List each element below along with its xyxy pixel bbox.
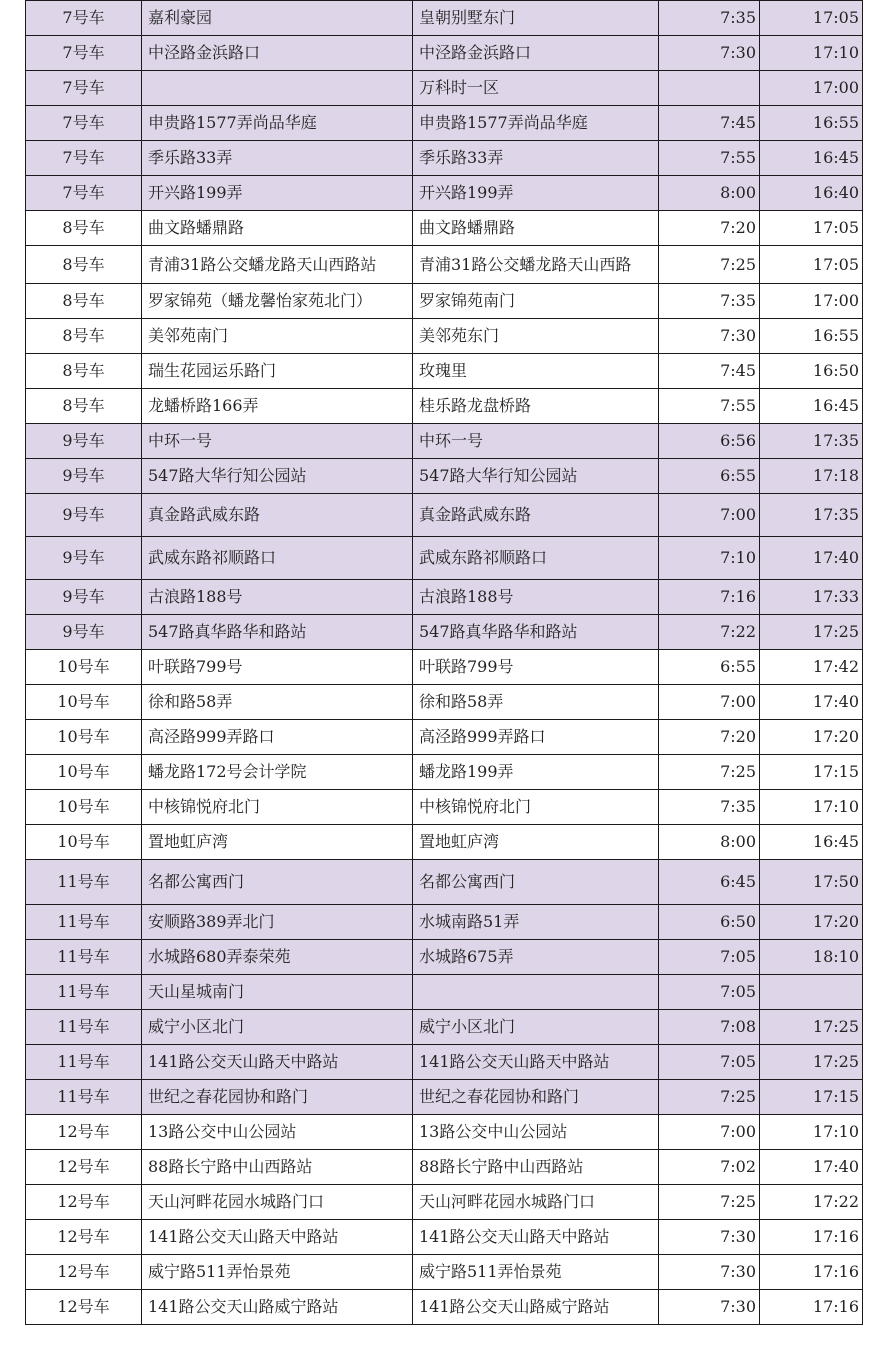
evening-time-cell: 17:35 bbox=[760, 424, 863, 459]
morning-time-cell: 6:55 bbox=[659, 459, 760, 494]
boarding-stop-cell: 置地虹庐湾 bbox=[142, 825, 413, 860]
morning-time-cell: 7:20 bbox=[659, 211, 760, 246]
car-number-cell: 9号车 bbox=[26, 494, 142, 537]
dropoff-stop-cell: 13路公交中山公园站 bbox=[413, 1115, 659, 1150]
morning-time-cell: 7:45 bbox=[659, 106, 760, 141]
boarding-stop-cell: 水城路680弄泰荣苑 bbox=[142, 940, 413, 975]
car-number-cell: 12号车 bbox=[26, 1255, 142, 1290]
car-number-cell: 8号车 bbox=[26, 389, 142, 424]
evening-time-cell: 17:10 bbox=[760, 36, 863, 71]
morning-time-cell: 7:55 bbox=[659, 141, 760, 176]
car-number-cell: 11号车 bbox=[26, 905, 142, 940]
table-row bbox=[26, 860, 863, 905]
boarding-stop-cell: 古浪路188号 bbox=[142, 580, 413, 615]
dropoff-stop-cell: 罗家锦苑南门 bbox=[413, 284, 659, 319]
boarding-stop-cell: 141路公交天山路威宁路站 bbox=[142, 1290, 413, 1325]
table-row bbox=[26, 1080, 863, 1115]
morning-time-cell: 7:35 bbox=[659, 1, 760, 36]
evening-time-cell: 17:33 bbox=[760, 580, 863, 615]
boarding-stop-cell: 季乐路33弄 bbox=[142, 141, 413, 176]
morning-time-cell: 6:45 bbox=[659, 860, 760, 905]
dropoff-stop-cell: 中核锦悦府北门 bbox=[413, 790, 659, 825]
table-row bbox=[26, 211, 863, 246]
dropoff-stop-cell: 万科时一区 bbox=[413, 71, 659, 106]
table-row bbox=[26, 246, 863, 284]
evening-time-cell: 17:05 bbox=[760, 211, 863, 246]
dropoff-stop-cell bbox=[413, 975, 659, 1010]
car-number-cell: 10号车 bbox=[26, 685, 142, 720]
morning-time-cell: 7:25 bbox=[659, 1080, 760, 1115]
morning-time-cell: 7:25 bbox=[659, 246, 760, 284]
morning-time-cell: 7:22 bbox=[659, 615, 760, 650]
dropoff-stop-cell: 开兴路199弄 bbox=[413, 176, 659, 211]
boarding-stop-cell: 美邻苑南门 bbox=[142, 319, 413, 354]
car-number-cell: 12号车 bbox=[26, 1220, 142, 1255]
evening-time-cell: 17:40 bbox=[760, 1150, 863, 1185]
evening-time-cell: 17:42 bbox=[760, 650, 863, 685]
morning-time-cell: 7:55 bbox=[659, 389, 760, 424]
table-row bbox=[26, 1290, 863, 1325]
dropoff-stop-cell: 141路公交天山路威宁路站 bbox=[413, 1290, 659, 1325]
car-number-cell: 12号车 bbox=[26, 1150, 142, 1185]
table-row bbox=[26, 1115, 863, 1150]
table-row bbox=[26, 459, 863, 494]
dropoff-stop-cell: 申贵路1577弄尚品华庭 bbox=[413, 106, 659, 141]
dropoff-stop-cell: 世纪之春花园协和路门 bbox=[413, 1080, 659, 1115]
boarding-stop-cell: 武威东路祁顺路口 bbox=[142, 537, 413, 580]
boarding-stop-cell: 威宁路511弄怡景苑 bbox=[142, 1255, 413, 1290]
table-row bbox=[26, 354, 863, 389]
boarding-stop-cell: 141路公交天山路天中路站 bbox=[142, 1045, 413, 1080]
dropoff-stop-cell: 88路长宁路中山西路站 bbox=[413, 1150, 659, 1185]
car-number-cell: 7号车 bbox=[26, 176, 142, 211]
bus-schedule-table bbox=[25, 0, 863, 1325]
car-number-cell: 11号车 bbox=[26, 1080, 142, 1115]
car-number-cell: 7号车 bbox=[26, 141, 142, 176]
dropoff-stop-cell: 天山河畔花园水城路门口 bbox=[413, 1185, 659, 1220]
table-row bbox=[26, 1255, 863, 1290]
morning-time-cell: 7:35 bbox=[659, 284, 760, 319]
car-number-cell: 7号车 bbox=[26, 36, 142, 71]
boarding-stop-cell: 世纪之春花园协和路门 bbox=[142, 1080, 413, 1115]
morning-time-cell: 7:35 bbox=[659, 790, 760, 825]
boarding-stop-cell: 中环一号 bbox=[142, 424, 413, 459]
evening-time-cell: 17:05 bbox=[760, 1, 863, 36]
dropoff-stop-cell: 叶联路799号 bbox=[413, 650, 659, 685]
table-row bbox=[26, 1150, 863, 1185]
table-row bbox=[26, 940, 863, 975]
boarding-stop-cell: 547路真华路华和路站 bbox=[142, 615, 413, 650]
morning-time-cell: 6:56 bbox=[659, 424, 760, 459]
car-number-cell: 8号车 bbox=[26, 284, 142, 319]
car-number-cell: 8号车 bbox=[26, 246, 142, 284]
table-row bbox=[26, 1185, 863, 1220]
dropoff-stop-cell: 水城南路51弄 bbox=[413, 905, 659, 940]
evening-time-cell: 16:50 bbox=[760, 354, 863, 389]
boarding-stop-cell: 威宁小区北门 bbox=[142, 1010, 413, 1045]
evening-time-cell: 16:55 bbox=[760, 106, 863, 141]
dropoff-stop-cell: 桂乐路龙盘桥路 bbox=[413, 389, 659, 424]
boarding-stop-cell bbox=[142, 71, 413, 106]
morning-time-cell: 7:30 bbox=[659, 36, 760, 71]
table-row bbox=[26, 71, 863, 106]
dropoff-stop-cell: 蟠龙路199弄 bbox=[413, 755, 659, 790]
dropoff-stop-cell: 曲文路蟠鼎路 bbox=[413, 211, 659, 246]
boarding-stop-cell: 龙蟠桥路166弄 bbox=[142, 389, 413, 424]
morning-time-cell: 7:30 bbox=[659, 1220, 760, 1255]
morning-time-cell: 7:05 bbox=[659, 940, 760, 975]
table-row bbox=[26, 424, 863, 459]
evening-time-cell: 17:25 bbox=[760, 615, 863, 650]
evening-time-cell: 17:25 bbox=[760, 1045, 863, 1080]
dropoff-stop-cell: 141路公交天山路天中路站 bbox=[413, 1220, 659, 1255]
boarding-stop-cell: 高泾路999弄路口 bbox=[142, 720, 413, 755]
car-number-cell: 9号车 bbox=[26, 537, 142, 580]
evening-time-cell: 17:18 bbox=[760, 459, 863, 494]
car-number-cell: 10号车 bbox=[26, 650, 142, 685]
boarding-stop-cell: 中核锦悦府北门 bbox=[142, 790, 413, 825]
morning-time-cell: 6:50 bbox=[659, 905, 760, 940]
evening-time-cell: 17:20 bbox=[760, 905, 863, 940]
dropoff-stop-cell: 季乐路33弄 bbox=[413, 141, 659, 176]
boarding-stop-cell: 13路公交中山公园站 bbox=[142, 1115, 413, 1150]
morning-time-cell: 7:00 bbox=[659, 494, 760, 537]
table-row bbox=[26, 1220, 863, 1255]
boarding-stop-cell: 瑞生花园运乐路门 bbox=[142, 354, 413, 389]
boarding-stop-cell: 141路公交天山路天中路站 bbox=[142, 1220, 413, 1255]
boarding-stop-cell: 88路长宁路中山西路站 bbox=[142, 1150, 413, 1185]
table-row bbox=[26, 389, 863, 424]
table-row bbox=[26, 975, 863, 1010]
dropoff-stop-cell: 玫瑰里 bbox=[413, 354, 659, 389]
evening-time-cell: 16:45 bbox=[760, 389, 863, 424]
evening-time-cell: 17:20 bbox=[760, 720, 863, 755]
car-number-cell: 11号车 bbox=[26, 1045, 142, 1080]
boarding-stop-cell: 徐和路58弄 bbox=[142, 685, 413, 720]
evening-time-cell: 17:10 bbox=[760, 790, 863, 825]
evening-time-cell: 17:40 bbox=[760, 685, 863, 720]
car-number-cell: 9号车 bbox=[26, 459, 142, 494]
morning-time-cell: 7:00 bbox=[659, 685, 760, 720]
car-number-cell: 11号车 bbox=[26, 940, 142, 975]
dropoff-stop-cell: 547路大华行知公园站 bbox=[413, 459, 659, 494]
car-number-cell: 7号车 bbox=[26, 71, 142, 106]
boarding-stop-cell: 中泾路金浜路口 bbox=[142, 36, 413, 71]
dropoff-stop-cell: 威宁小区北门 bbox=[413, 1010, 659, 1045]
boarding-stop-cell: 申贵路1577弄尚品华庭 bbox=[142, 106, 413, 141]
car-number-cell: 10号车 bbox=[26, 825, 142, 860]
table-row bbox=[26, 580, 863, 615]
dropoff-stop-cell: 高泾路999弄路口 bbox=[413, 720, 659, 755]
table-row bbox=[26, 494, 863, 537]
evening-time-cell: 17:00 bbox=[760, 284, 863, 319]
car-number-cell: 10号车 bbox=[26, 755, 142, 790]
dropoff-stop-cell: 徐和路58弄 bbox=[413, 685, 659, 720]
boarding-stop-cell: 叶联路799号 bbox=[142, 650, 413, 685]
table-row bbox=[26, 905, 863, 940]
table-row bbox=[26, 790, 863, 825]
boarding-stop-cell: 开兴路199弄 bbox=[142, 176, 413, 211]
evening-time-cell: 16:45 bbox=[760, 141, 863, 176]
morning-time-cell: 7:30 bbox=[659, 319, 760, 354]
car-number-cell: 9号车 bbox=[26, 615, 142, 650]
dropoff-stop-cell: 真金路武威东路 bbox=[413, 494, 659, 537]
table-row bbox=[26, 1010, 863, 1045]
evening-time-cell: 17:25 bbox=[760, 1010, 863, 1045]
boarding-stop-cell: 547路大华行知公园站 bbox=[142, 459, 413, 494]
morning-time-cell: 7:08 bbox=[659, 1010, 760, 1045]
dropoff-stop-cell: 青浦31路公交蟠龙路天山西路 bbox=[413, 246, 659, 284]
boarding-stop-cell: 真金路武威东路 bbox=[142, 494, 413, 537]
table-row bbox=[26, 615, 863, 650]
boarding-stop-cell: 天山河畔花园水城路门口 bbox=[142, 1185, 413, 1220]
morning-time-cell bbox=[659, 71, 760, 106]
dropoff-stop-cell: 美邻苑东门 bbox=[413, 319, 659, 354]
evening-time-cell: 17:05 bbox=[760, 246, 863, 284]
table-row bbox=[26, 319, 863, 354]
evening-time-cell: 17:50 bbox=[760, 860, 863, 905]
car-number-cell: 11号车 bbox=[26, 975, 142, 1010]
evening-time-cell: 17:35 bbox=[760, 494, 863, 537]
morning-time-cell: 7:00 bbox=[659, 1115, 760, 1150]
car-number-cell: 7号车 bbox=[26, 1, 142, 36]
car-number-cell: 8号车 bbox=[26, 354, 142, 389]
schedule-body bbox=[26, 1, 863, 1325]
table-row bbox=[26, 825, 863, 860]
dropoff-stop-cell: 141路公交天山路天中路站 bbox=[413, 1045, 659, 1080]
morning-time-cell: 7:30 bbox=[659, 1290, 760, 1325]
car-number-cell: 12号车 bbox=[26, 1115, 142, 1150]
table-row bbox=[26, 176, 863, 211]
evening-time-cell: 17:16 bbox=[760, 1290, 863, 1325]
morning-time-cell: 6:55 bbox=[659, 650, 760, 685]
table-row bbox=[26, 36, 863, 71]
car-number-cell: 7号车 bbox=[26, 106, 142, 141]
car-number-cell: 9号车 bbox=[26, 424, 142, 459]
evening-time-cell: 17:16 bbox=[760, 1255, 863, 1290]
table-row bbox=[26, 1045, 863, 1080]
dropoff-stop-cell: 中环一号 bbox=[413, 424, 659, 459]
morning-time-cell: 8:00 bbox=[659, 176, 760, 211]
boarding-stop-cell: 蟠龙路172号会计学院 bbox=[142, 755, 413, 790]
car-number-cell: 9号车 bbox=[26, 580, 142, 615]
morning-time-cell: 7:20 bbox=[659, 720, 760, 755]
dropoff-stop-cell: 名都公寓西门 bbox=[413, 860, 659, 905]
morning-time-cell: 7:16 bbox=[659, 580, 760, 615]
car-number-cell: 10号车 bbox=[26, 720, 142, 755]
car-number-cell: 12号车 bbox=[26, 1185, 142, 1220]
table-row bbox=[26, 685, 863, 720]
boarding-stop-cell: 曲文路蟠鼎路 bbox=[142, 211, 413, 246]
table-row bbox=[26, 1, 863, 36]
morning-time-cell: 7:25 bbox=[659, 755, 760, 790]
evening-time-cell: 16:55 bbox=[760, 319, 863, 354]
morning-time-cell: 7:45 bbox=[659, 354, 760, 389]
evening-time-cell: 17:22 bbox=[760, 1185, 863, 1220]
car-number-cell: 11号车 bbox=[26, 1010, 142, 1045]
boarding-stop-cell: 安顺路389弄北门 bbox=[142, 905, 413, 940]
evening-time-cell: 16:40 bbox=[760, 176, 863, 211]
car-number-cell: 12号车 bbox=[26, 1290, 142, 1325]
boarding-stop-cell: 嘉利豪园 bbox=[142, 1, 413, 36]
dropoff-stop-cell: 水城路675弄 bbox=[413, 940, 659, 975]
table-row bbox=[26, 284, 863, 319]
morning-time-cell: 7:05 bbox=[659, 1045, 760, 1080]
morning-time-cell: 7:30 bbox=[659, 1255, 760, 1290]
evening-time-cell: 17:16 bbox=[760, 1220, 863, 1255]
morning-time-cell: 8:00 bbox=[659, 825, 760, 860]
evening-time-cell: 17:10 bbox=[760, 1115, 863, 1150]
dropoff-stop-cell: 置地虹庐湾 bbox=[413, 825, 659, 860]
boarding-stop-cell: 名都公寓西门 bbox=[142, 860, 413, 905]
table-row bbox=[26, 537, 863, 580]
evening-time-cell: 17:15 bbox=[760, 1080, 863, 1115]
evening-time-cell: 18:10 bbox=[760, 940, 863, 975]
morning-time-cell: 7:05 bbox=[659, 975, 760, 1010]
table-row bbox=[26, 106, 863, 141]
table-row bbox=[26, 720, 863, 755]
boarding-stop-cell: 罗家锦苑（蟠龙馨怡家苑北门） bbox=[142, 284, 413, 319]
car-number-cell: 11号车 bbox=[26, 860, 142, 905]
table-row bbox=[26, 755, 863, 790]
dropoff-stop-cell: 皇朝别墅东门 bbox=[413, 1, 659, 36]
car-number-cell: 8号车 bbox=[26, 319, 142, 354]
table-row bbox=[26, 650, 863, 685]
boarding-stop-cell: 青浦31路公交蟠龙路天山西路站 bbox=[142, 246, 413, 284]
car-number-cell: 10号车 bbox=[26, 790, 142, 825]
dropoff-stop-cell: 中泾路金浜路口 bbox=[413, 36, 659, 71]
table-row bbox=[26, 141, 863, 176]
evening-time-cell: 17:40 bbox=[760, 537, 863, 580]
morning-time-cell: 7:25 bbox=[659, 1185, 760, 1220]
evening-time-cell: 17:15 bbox=[760, 755, 863, 790]
boarding-stop-cell: 天山星城南门 bbox=[142, 975, 413, 1010]
morning-time-cell: 7:10 bbox=[659, 537, 760, 580]
dropoff-stop-cell: 威宁路511弄怡景苑 bbox=[413, 1255, 659, 1290]
dropoff-stop-cell: 古浪路188号 bbox=[413, 580, 659, 615]
dropoff-stop-cell: 武威东路祁顺路口 bbox=[413, 537, 659, 580]
dropoff-stop-cell: 547路真华路华和路站 bbox=[413, 615, 659, 650]
evening-time-cell: 17:00 bbox=[760, 71, 863, 106]
evening-time-cell: 16:45 bbox=[760, 825, 863, 860]
morning-time-cell: 7:02 bbox=[659, 1150, 760, 1185]
car-number-cell: 8号车 bbox=[26, 211, 142, 246]
evening-time-cell bbox=[760, 975, 863, 1010]
